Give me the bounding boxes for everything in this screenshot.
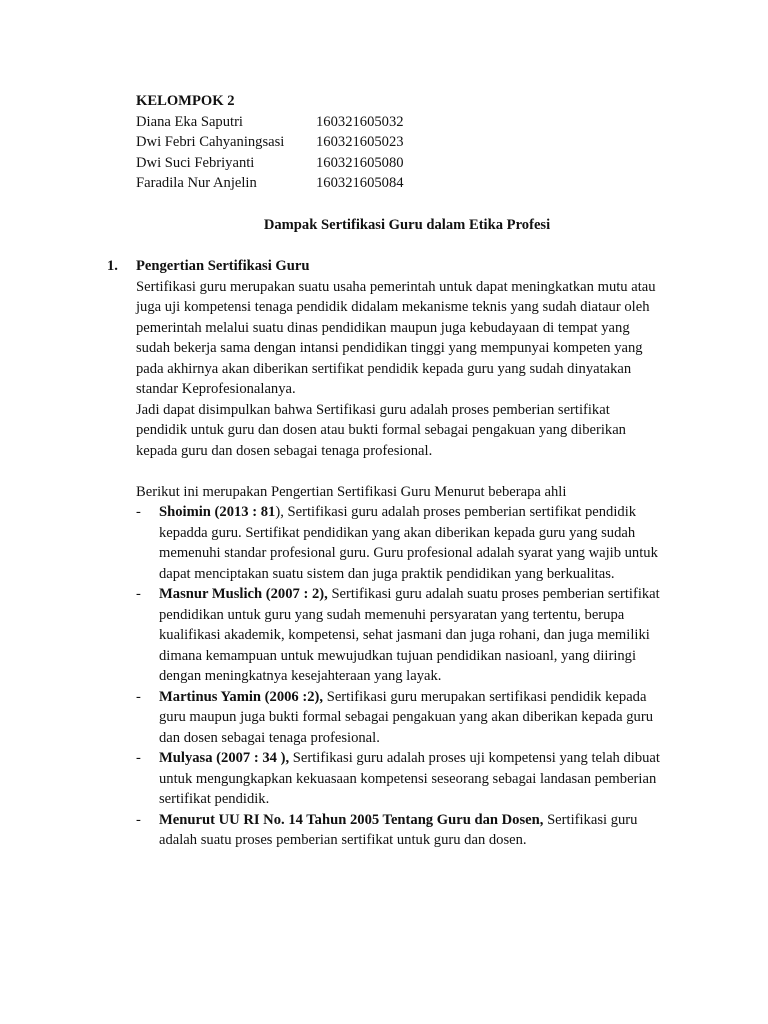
expert-first-line	[159, 584, 660, 605]
paragraph-line: kepada guru dan dosen sebagai tenaga profesional.	[136, 443, 433, 459]
paragraph-line: pemerintah melalui suatu dinas pendidikan maupun juga kebudayaan di tempat yang	[136, 320, 630, 336]
expert-text: Sertifikasi guru adalah proses pemberian sertifikat pendidik	[287, 504, 637, 520]
member-nim: 160321605080	[316, 155, 404, 171]
expert-text: Sertifikasi guru adalah proses uji kompetensi yang telah dibuat	[292, 750, 660, 766]
expert-author: Menurut UU RI No. 14 Tahun 2005 Tentang Guru dan Dosen,	[159, 812, 544, 828]
document-title: Dampak Sertifikasi Guru dalam Etika Profesi	[263, 217, 551, 233]
expert-author: Shoimin (2013 : 81	[159, 504, 276, 520]
paragraph-line: juga uji kompetensi tenaga pendidik didalam mekanisme teknis yang sudah diataur oleh	[136, 299, 650, 315]
expert-line: adalah suatu proses pemberian sertifikat untuk guru dan dosen.	[159, 832, 527, 848]
expert-text: Sertifikasi guru merupakan sertifikasi pendidik kepada	[326, 689, 647, 705]
expert-separator: ),	[275, 504, 288, 520]
expert-first-line	[159, 502, 636, 523]
expert-line: memenuhi standar profesional guru. Guru profesional adalah syarat yang wajib untuk	[159, 545, 658, 561]
expert-first-line	[159, 748, 660, 769]
group-label: KELOMPOK 2	[136, 93, 235, 109]
expert-author: Martinus Yamin (2006 :2),	[159, 689, 324, 705]
expert-line: kualifikasi akademik, kompetensi, sehat jasmani dan juga rohani, dan juga memiliki	[159, 627, 650, 643]
expert-line: guru maupun juga bukti formal sebagai pengakuan yang akan diberikan kepada guru	[159, 709, 653, 725]
member-nim: 160321605084	[316, 175, 404, 191]
member-name: Faradila Nur Anjelin	[136, 175, 257, 191]
paragraph-line: standar Keprofesionalanya.	[136, 381, 296, 397]
expert-first-line	[159, 810, 637, 831]
expert-text: Sertifikasi guru	[547, 812, 638, 828]
expert-line: dapat menciptakan suatu sistem dan juga praktik pendidikan yang berkualitas.	[159, 566, 615, 582]
member-nim: 160321605032	[316, 114, 404, 130]
expert-text: Sertifikasi guru adalah suatu proses pemberian sertifikat	[331, 586, 660, 602]
member-name: Diana Eka Saputri	[136, 114, 243, 130]
section-number: 1.	[107, 258, 118, 274]
paragraph-line: sudah bekerja sama dengan intansi pendidikan tinggi yang mempunyai kompeten yang	[136, 340, 643, 356]
section-heading: Pengertian Sertifikasi Guru	[136, 258, 310, 274]
member-nim: 160321605023	[316, 134, 404, 150]
paragraph-line: Jadi dapat disimpulkan bahwa Sertifikasi guru adalah proses pemberian sertifikat	[136, 402, 610, 418]
member-name: Dwi Suci Febriyanti	[136, 155, 255, 171]
paragraph-line: Sertifikasi guru merupakan suatu usaha pemerintah untuk dapat meningkatkan mutu atau	[136, 279, 656, 295]
list-dash: -	[136, 812, 141, 828]
list-dash: -	[136, 586, 141, 602]
list-dash: -	[136, 750, 141, 766]
paragraph-line: pendidik untuk guru dan dosen atau bukti formal sebagai pengakuan yang diberikan	[136, 422, 626, 438]
expert-line: kepadda guru. Sertifikat pendidikan yang akan diberikan kepada guru yang sudah	[159, 525, 636, 541]
expert-author: Mulyasa (2007 : 34 ),	[159, 750, 290, 766]
expert-line: pendidikan untuk guru yang sudah memenuhi persyaratan yang tertentu, berupa	[159, 607, 625, 623]
list-dash: -	[136, 689, 141, 705]
list-dash: -	[136, 504, 141, 520]
paragraph-line: pada akhirnya akan diberikan sertifikat pendidik kepada guru yang sudah dinyatakan	[136, 361, 632, 377]
expert-line: dimana kemampuan untuk mewujudkan tujuan pendidikan nasioanl, yang diiringi	[159, 648, 637, 664]
expert-line: sertifikat pendidik.	[159, 791, 270, 807]
expert-line: dengan meningkatnya kesejahteraan yang layak.	[159, 668, 442, 684]
experts-intro: Berikut ini merupakan Pengertian Sertifikasi Guru Menurut beberapa ahli	[136, 484, 567, 500]
expert-line: untuk mengungkapkan kekuasaan kompetensi seseorang sebagai landasan pemberian	[159, 771, 657, 787]
expert-line: dan dosen sebagai tenaga profesional.	[159, 730, 380, 746]
expert-first-line	[159, 687, 646, 708]
member-name: Dwi Febri Cahyaningsasi	[136, 134, 285, 150]
expert-author: Masnur Muslich (2007 : 2),	[159, 586, 328, 602]
